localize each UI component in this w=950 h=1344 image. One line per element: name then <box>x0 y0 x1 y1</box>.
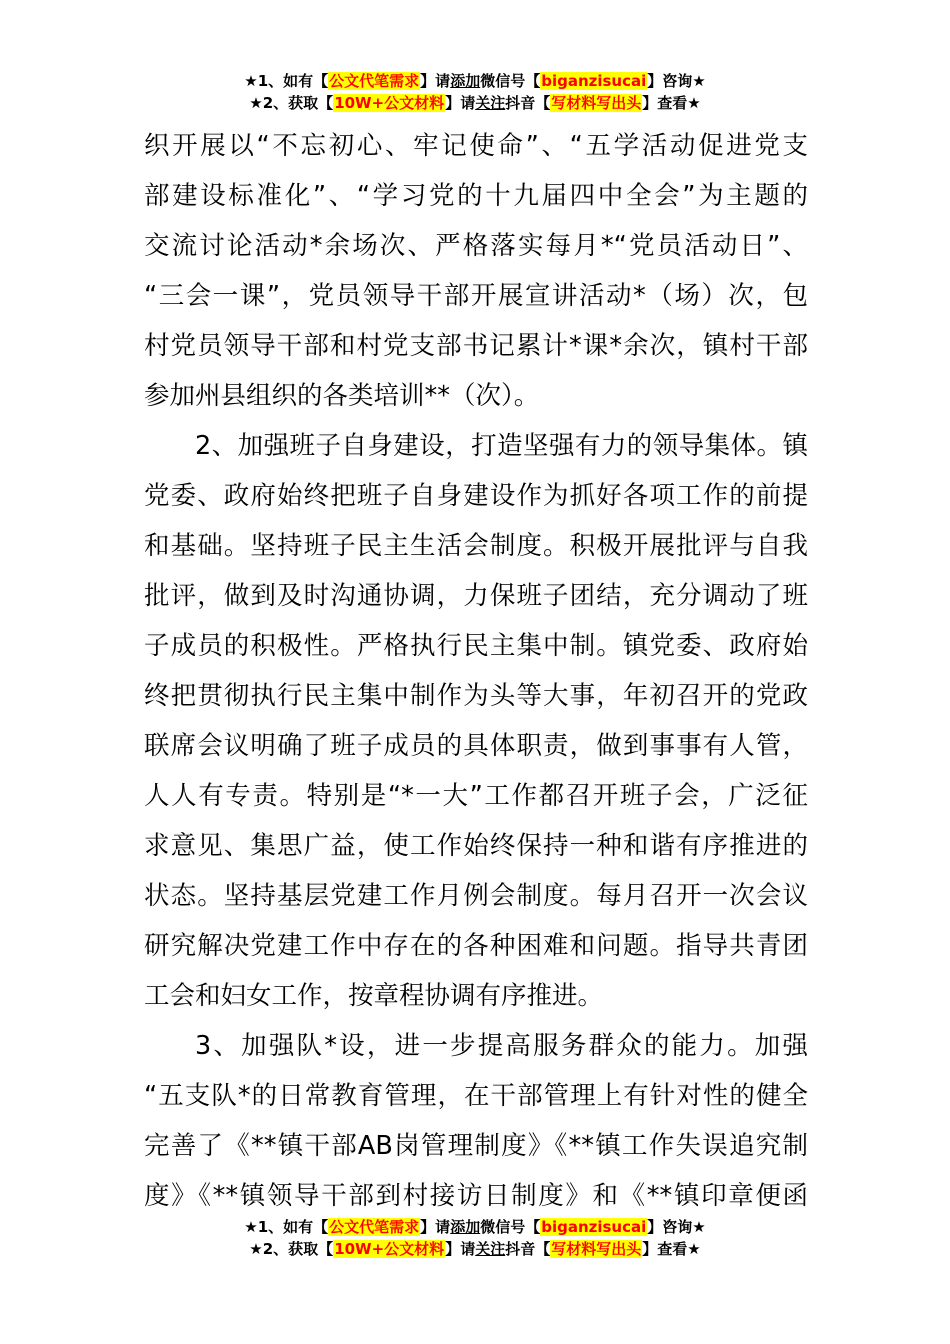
banner-text: 】请 <box>445 94 476 112</box>
banner-text: 】请 <box>445 1240 476 1258</box>
banner-text: 】请 <box>420 1218 451 1236</box>
banner-underlined-text: 添加 <box>450 1218 481 1236</box>
body-line: 状态。坚持基层党建工作月例会制度。每月召开一次会议 <box>144 881 808 911</box>
banner-highlight: 公文代笔需求 <box>329 72 420 90</box>
body-line: 联席会议明确了班子成员的具体职责，做到事事有人管， <box>144 731 808 761</box>
body-line: 研究解决党建工作中存在的各种困难和问题。指导共青团 <box>144 931 808 961</box>
banner-text: 】查看★ <box>642 1240 701 1258</box>
header-banner-line-1 <box>0 70 950 92</box>
banner-text: 抖音【 <box>505 1240 551 1258</box>
banner-highlight: 公文代笔需求 <box>329 1218 420 1236</box>
banner-text: ★1、如有【 <box>244 1218 329 1236</box>
banner-highlight: 写材料写出头 <box>551 94 642 112</box>
body-line: “三会一课”，党员领导干部开展宣讲活动*（场）次，包 <box>144 281 808 311</box>
footer-banner <box>0 1216 950 1260</box>
document-body <box>144 121 808 1221</box>
body-line: 和基础。坚持班子民主生活会制度。积极开展批评与自我 <box>144 531 808 561</box>
banner-highlight: biganzisucai <box>541 1218 647 1236</box>
banner-underlined-text: 关注 <box>475 94 506 112</box>
header-banner <box>0 70 950 114</box>
body-line: 完善了《**镇干部AB岗管理制度》《**镇工作失误追究制 <box>144 1131 808 1161</box>
body-line: 织开展以“不忘初心、牢记使命”、“五学活动促进党支 <box>144 131 808 161</box>
header-banner-line-2 <box>0 92 950 114</box>
body-line: 参加州县组织的各类培训**（次）。 <box>144 381 540 411</box>
banner-highlight: biganzisucai <box>541 72 647 90</box>
body-line: 工会和妇女工作，按章程协调有序推进。 <box>144 981 604 1011</box>
banner-highlight: 写材料写出头 <box>551 1240 642 1258</box>
banner-text: 】咨询★ <box>647 72 706 90</box>
body-line: 终把贯彻执行民主集中制作为头等大事，年初召开的党政 <box>144 681 808 711</box>
banner-text: 微信号【 <box>480 72 541 90</box>
footer-banner-line-2 <box>0 1238 950 1260</box>
body-line: 求意见、集思广益，使工作始终保持一种和谐有序推进的 <box>144 831 808 861</box>
banner-highlight: 10W+公文材料 <box>334 1240 445 1258</box>
footer-banner-line-1 <box>0 1216 950 1238</box>
banner-text: ★2、获取【 <box>249 94 334 112</box>
banner-underlined-text: 添加 <box>450 72 481 90</box>
banner-text: ★2、获取【 <box>249 1240 334 1258</box>
banner-text: 抖音【 <box>505 94 551 112</box>
banner-text: 】咨询★ <box>647 1218 706 1236</box>
body-line: 党委、政府始终把班子自身建设作为抓好各项工作的前提 <box>144 481 808 511</box>
body-line: 3、加强队*设，进一步提高服务群众的能力。加强 <box>195 1031 808 1061</box>
body-line: 2、加强班子自身建设，打造坚强有力的领导集体。镇 <box>195 431 808 461</box>
banner-underlined-text: 关注 <box>475 1240 506 1258</box>
body-line: 人人有专责。特别是“*一大”工作都召开班子会，广泛征 <box>144 781 808 811</box>
body-line: 村党员领导干部和村党支部书记累计*课*余次，镇村干部 <box>144 331 808 361</box>
banner-highlight: 10W+公文材料 <box>334 94 445 112</box>
body-line: “五支队*的日常教育管理，在干部管理上有针对性的健全 <box>144 1081 808 1111</box>
banner-text: 微信号【 <box>480 1218 541 1236</box>
banner-text: ★1、如有【 <box>244 72 329 90</box>
body-line: 子成员的积极性。严格执行民主集中制。镇党委、政府始 <box>144 631 808 661</box>
body-line: 部建设标准化”、“学习党的十九届四中全会”为主题的 <box>144 181 808 211</box>
banner-text: 】请 <box>420 72 451 90</box>
body-line: 批评，做到及时沟通协调，力保班子团结，充分调动了班 <box>144 581 808 611</box>
body-line: 度》《**镇领导干部到村接访日制度》和《**镇印章便函 <box>144 1181 808 1211</box>
banner-text: 】查看★ <box>642 94 701 112</box>
body-line: 交流讨论活动*余场次、严格落实每月*“党员活动日”、 <box>144 231 808 261</box>
